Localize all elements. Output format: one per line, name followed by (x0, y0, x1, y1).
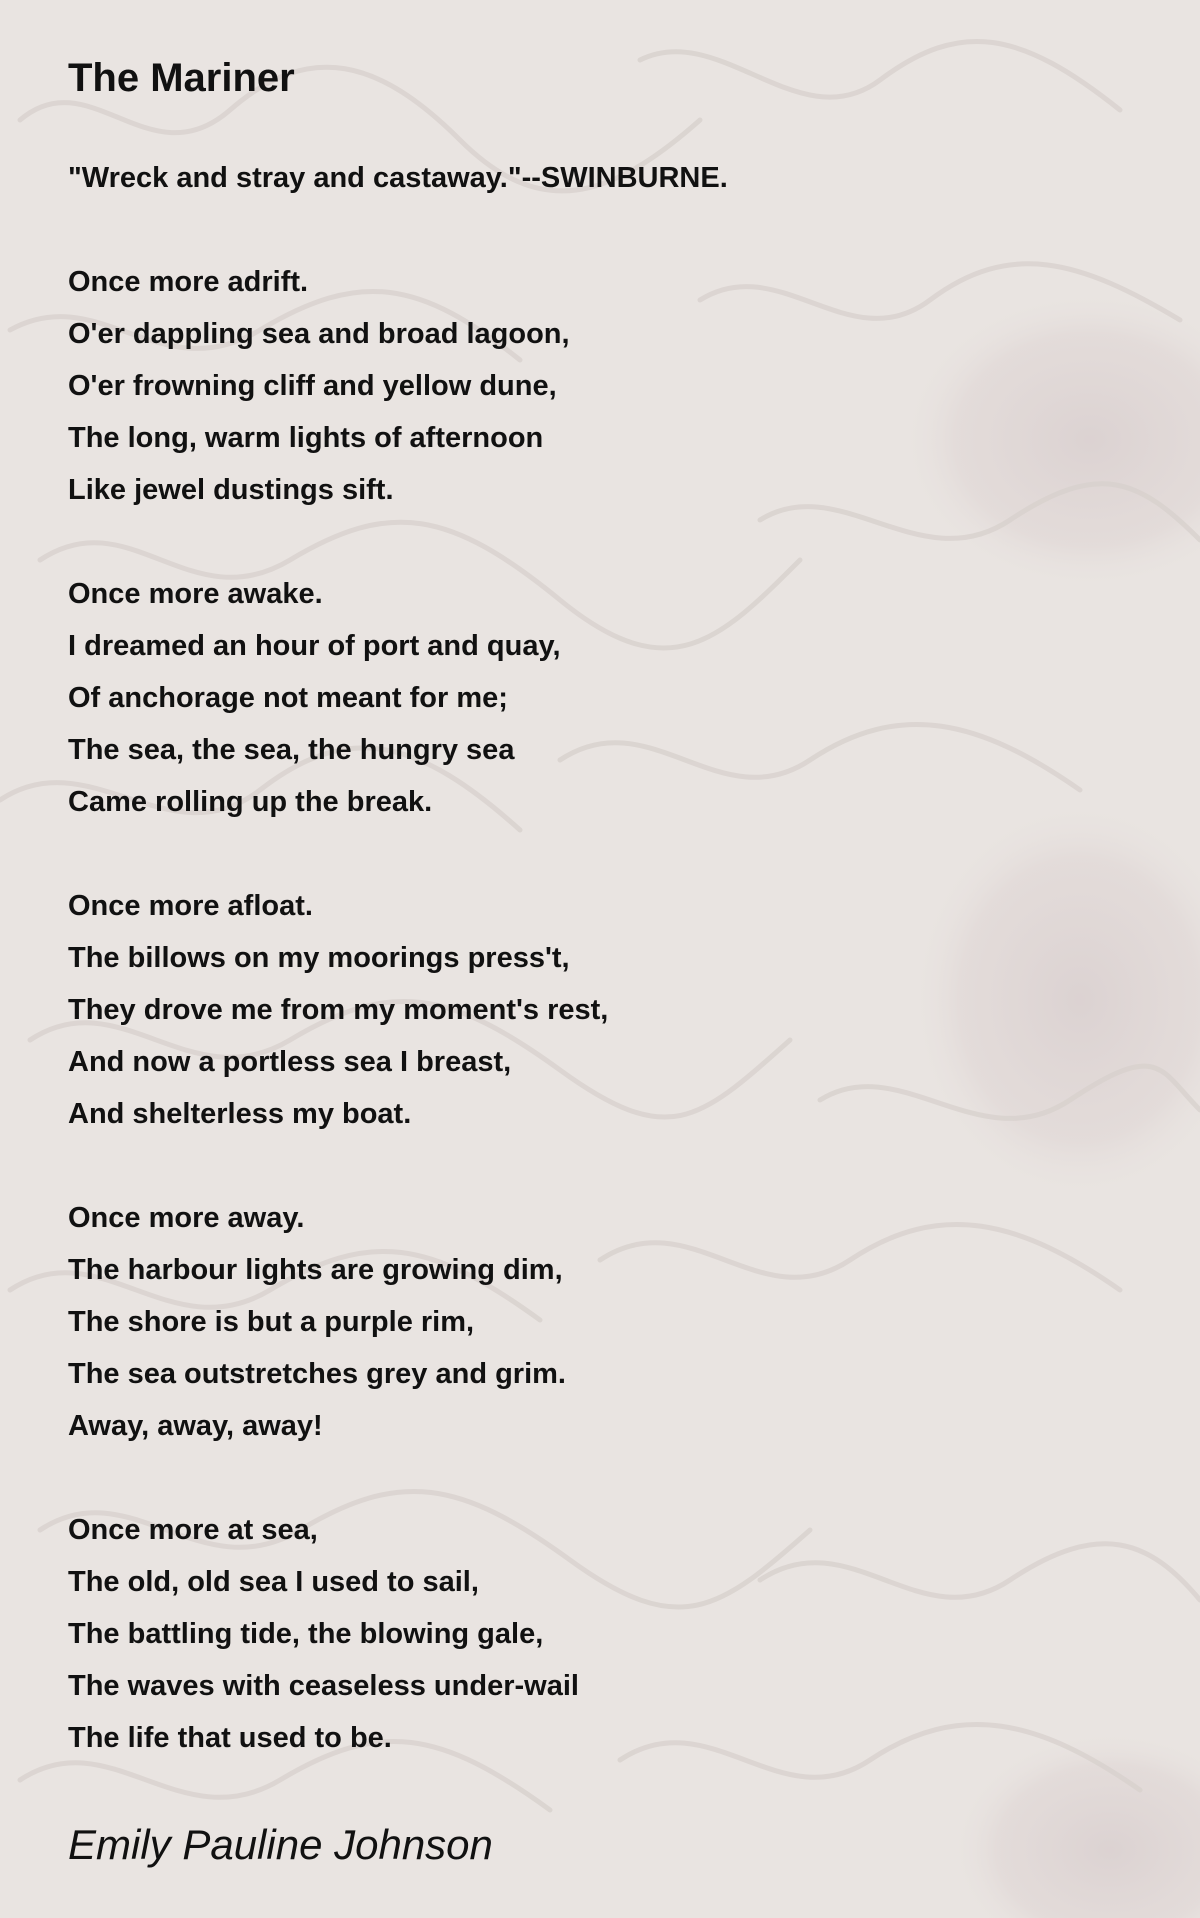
poem-line: The battling tide, the blowing gale, (68, 1618, 544, 1650)
stanza (68, 568, 1128, 828)
poem-line: They drove me from my moment's rest, (68, 994, 609, 1026)
poem-line: The long, warm lights of afternoon (68, 422, 544, 454)
poem-title: The Mariner (68, 56, 295, 100)
poem-line: Like jewel dustings sift. (68, 474, 394, 506)
poem-line: Once more awake. (68, 578, 323, 610)
poem-line: O'er dappling sea and broad lagoon, (68, 318, 570, 350)
poem-line: Of anchorage not meant for me; (68, 682, 508, 714)
poem-line: Came rolling up the break. (68, 786, 433, 818)
poem-line: The sea, the sea, the hungry sea (68, 734, 515, 766)
poem-line: O'er frowning cliff and yellow dune, (68, 370, 557, 402)
poem-line: The waves with ceaseless under-wail (68, 1670, 579, 1702)
poem-line: And now a portless sea I breast, (68, 1046, 512, 1078)
poem-line: And shelterless my boat. (68, 1098, 412, 1130)
poem-line: Once more away. (68, 1202, 305, 1234)
poem-line: The harbour lights are growing dim, (68, 1254, 563, 1286)
stanza (68, 1192, 1128, 1452)
poem-line: Away, away, away! (68, 1410, 323, 1442)
poem-author: Emily Pauline Johnson (68, 1821, 493, 1868)
poem-line: Once more afloat. (68, 890, 313, 922)
poem-line: The life that used to be. (68, 1722, 392, 1754)
poem-line: The billows on my moorings press't, (68, 942, 570, 974)
poem-line: The sea outstretches grey and grim. (68, 1358, 566, 1390)
poem-line: The old, old sea I used to sail, (68, 1566, 479, 1598)
stanza (68, 1504, 1128, 1764)
poem-line: Once more adrift. (68, 266, 309, 298)
poem-line: Once more at sea, (68, 1514, 318, 1546)
poem-line: The shore is but a purple rim, (68, 1306, 475, 1338)
poem-container (68, 50, 1128, 1873)
poem-line: I dreamed an hour of port and quay, (68, 630, 561, 662)
stanza (68, 256, 1128, 516)
poem-epigraph: "Wreck and stray and castaway."--SWINBURNE. (68, 162, 728, 194)
stanza (68, 880, 1128, 1140)
